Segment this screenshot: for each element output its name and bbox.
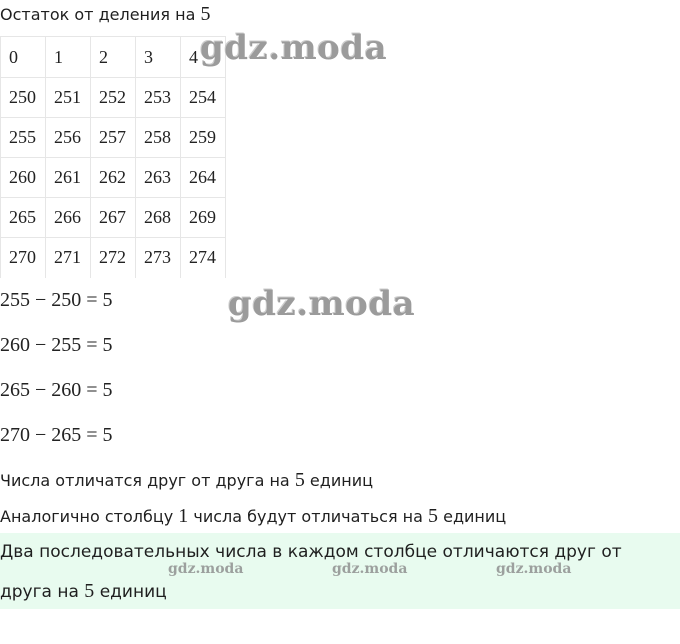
statement-text: числа будут отличаться на bbox=[193, 507, 423, 526]
table-cell: 255 bbox=[1, 118, 46, 158]
table-cell: 1 bbox=[46, 37, 91, 78]
table-cell: 2 bbox=[91, 37, 136, 78]
statement-number: 1 bbox=[178, 505, 189, 527]
heading-text: Остаток от деления на bbox=[0, 5, 196, 24]
statement-text: единиц bbox=[309, 471, 373, 490]
table-cell: 253 bbox=[136, 78, 181, 118]
conclusion-text: друга на bbox=[0, 582, 79, 602]
table-row bbox=[1, 238, 226, 278]
table-row bbox=[1, 198, 226, 238]
table-cell: 254 bbox=[181, 78, 226, 118]
table-cell: 270 bbox=[1, 238, 46, 278]
table-cell: 274 bbox=[181, 238, 226, 278]
table-row bbox=[1, 118, 226, 158]
equation: 260 − 255 = 5 bbox=[0, 334, 113, 356]
watermark-logo: gdz.moda bbox=[200, 28, 388, 68]
statement-text: Аналогично столбцу bbox=[0, 507, 174, 526]
table-cell: 264 bbox=[181, 158, 226, 198]
table-cell: 268 bbox=[136, 198, 181, 238]
section-heading bbox=[0, 4, 210, 25]
table-cell: 4 bbox=[181, 37, 226, 78]
table-cell: 271 bbox=[46, 238, 91, 278]
table-cell: 258 bbox=[136, 118, 181, 158]
table-cell: 272 bbox=[91, 238, 136, 278]
table-cell: 267 bbox=[91, 198, 136, 238]
table-cell: 0 bbox=[1, 37, 46, 78]
conclusion-line-1: Два последовательных числа в каждом столбце отличаются друг от bbox=[0, 542, 622, 562]
watermark-logo: gdz.moda bbox=[228, 284, 416, 324]
table-row bbox=[1, 78, 226, 118]
table-cell: 266 bbox=[46, 198, 91, 238]
table-cell: 261 bbox=[46, 158, 91, 198]
statement-number: 5 bbox=[294, 469, 305, 491]
table-cell: 263 bbox=[136, 158, 181, 198]
table-cell: 250 bbox=[1, 78, 46, 118]
table-cell: 273 bbox=[136, 238, 181, 278]
statement-analogy bbox=[0, 505, 506, 528]
watermark-logo-small: gdz.moda bbox=[496, 561, 572, 577]
table-cell: 269 bbox=[181, 198, 226, 238]
table-cell: 251 bbox=[46, 78, 91, 118]
table-cell: 259 bbox=[181, 118, 226, 158]
table-header-row bbox=[1, 37, 226, 78]
heading-number: 5 bbox=[200, 3, 211, 25]
equation: 265 − 260 = 5 bbox=[0, 379, 113, 401]
watermark-logo-small: gdz.moda bbox=[168, 561, 244, 577]
table-cell: 3 bbox=[136, 37, 181, 78]
equation: 255 − 250 = 5 bbox=[0, 289, 113, 311]
statement-number: 5 bbox=[428, 505, 439, 527]
table-row bbox=[1, 158, 226, 198]
table-cell: 262 bbox=[91, 158, 136, 198]
table-cell: 252 bbox=[91, 78, 136, 118]
remainder-table bbox=[0, 36, 226, 278]
equation: 270 − 265 = 5 bbox=[0, 424, 113, 446]
statement-text: единиц bbox=[443, 507, 507, 526]
table-cell: 256 bbox=[46, 118, 91, 158]
conclusion-line-2 bbox=[0, 580, 167, 603]
watermark-logo-small: gdz.moda bbox=[332, 561, 408, 577]
table-cell: 257 bbox=[91, 118, 136, 158]
statement-difference bbox=[0, 469, 373, 492]
table-cell: 260 bbox=[1, 158, 46, 198]
table-cell: 265 bbox=[1, 198, 46, 238]
conclusion-number: 5 bbox=[84, 580, 95, 602]
conclusion-text: единиц bbox=[99, 582, 167, 602]
statement-text: Числа отличатся друг от друга на bbox=[0, 471, 290, 490]
